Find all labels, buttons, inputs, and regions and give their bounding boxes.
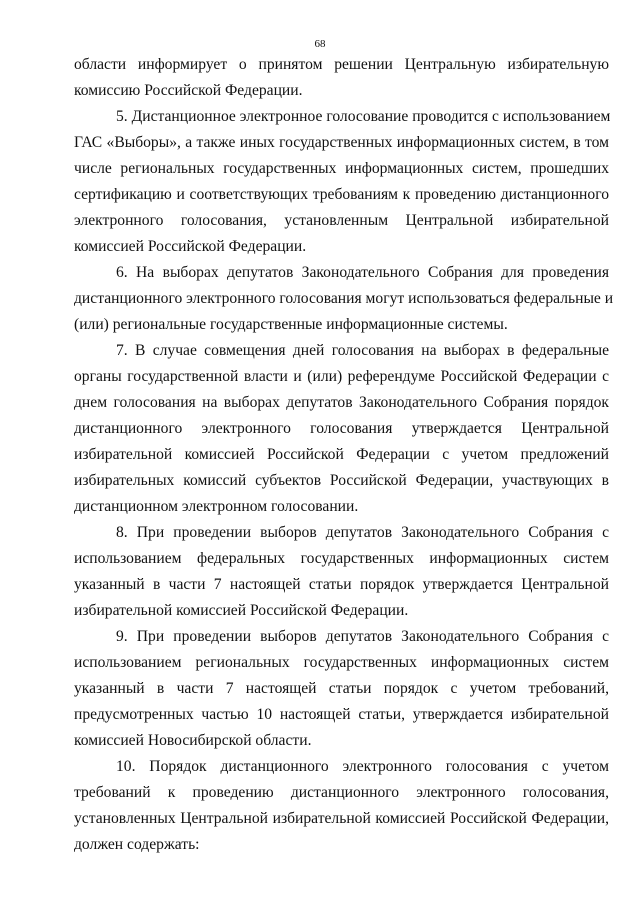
text-line: использованием региональных государственных информационных систем bbox=[74, 654, 609, 671]
text-line: избирательных комиссий субъектов Российской Федерации, участвующих в bbox=[74, 472, 609, 489]
paragraph bbox=[74, 104, 609, 260]
page-number: 68 bbox=[314, 38, 326, 50]
text-line: должен содержать: bbox=[74, 836, 200, 853]
text-line: дистанционном электронном голосовании. bbox=[74, 498, 359, 515]
text-line: 9. При проведении выборов депутатов Законодательного Собрания с bbox=[116, 628, 609, 645]
text-line: указанный в части 7 настоящей статьи порядок утверждается Центральной bbox=[74, 576, 609, 593]
text-line: электронного голосования, установленным Центральной избирательной bbox=[74, 212, 609, 229]
text-line: установленных Центральной избирательной комиссией Российской Федерации, bbox=[74, 810, 609, 827]
text-line: требований к проведению дистанционного электронного голосования, bbox=[74, 784, 609, 801]
text-line: днем голосования на выборах депутатов Законодательного Собрания порядок bbox=[74, 394, 609, 411]
text-line: области информирует о принятом решении Центральную избирательную bbox=[74, 56, 609, 73]
paragraph bbox=[74, 52, 609, 104]
paragraph bbox=[74, 520, 609, 624]
text-line: ГАС «Выборы», а также иных государственных информационных систем, в том bbox=[74, 134, 609, 151]
text-line: указанный в части 7 настоящей статьи порядок с учетом требований, bbox=[74, 680, 609, 697]
document-body bbox=[74, 52, 614, 858]
text-line: 8. При проведении выборов депутатов Законодательного Собрания с bbox=[116, 524, 609, 541]
paragraph bbox=[74, 260, 614, 338]
text-line: сертификацию и соответствующих требованиям к проведению дистанционного bbox=[74, 186, 609, 203]
text-line: дистанционного электронного голосования утверждается Центральной bbox=[74, 420, 609, 437]
text-line: использованием федеральных государственных информационных систем bbox=[74, 550, 609, 567]
text-line: 10. Порядок дистанционного электронного голосования с учетом bbox=[116, 758, 609, 775]
text-line: комиссию Российской Федерации. bbox=[74, 82, 303, 99]
text-line: комиссией Российской Федерации. bbox=[74, 238, 307, 255]
paragraph bbox=[74, 624, 609, 754]
paragraph bbox=[74, 338, 609, 520]
text-line: избирательной комиссией Российской Федерации. bbox=[74, 602, 409, 619]
text-line: числе региональных государственных информационных систем, прошедших bbox=[74, 160, 609, 177]
text-line: избирательной комиссией Российской Федерации с учетом предложений bbox=[74, 446, 609, 463]
paragraph bbox=[74, 754, 609, 858]
text-line: дистанционного электронного голосования могут использоваться федеральные и bbox=[74, 290, 614, 307]
text-line: предусмотренных частью 10 настоящей статьи, утверждается избирательной bbox=[74, 706, 609, 723]
text-line: 6. На выборах депутатов Законодательного Собрания для проведения bbox=[116, 264, 609, 281]
text-line: (или) региональные государственные информационные системы. bbox=[74, 316, 508, 333]
text-line: 7. В случае совмещения дней голосования на выборах в федеральные bbox=[116, 342, 609, 359]
text-line: комиссией Новосибирской области. bbox=[74, 732, 312, 749]
text-line: органы государственной власти и (или) референдуме Российской Федерации с bbox=[74, 368, 609, 385]
text-line: 5. Дистанционное электронное голосование проводится с использованием bbox=[116, 108, 611, 125]
